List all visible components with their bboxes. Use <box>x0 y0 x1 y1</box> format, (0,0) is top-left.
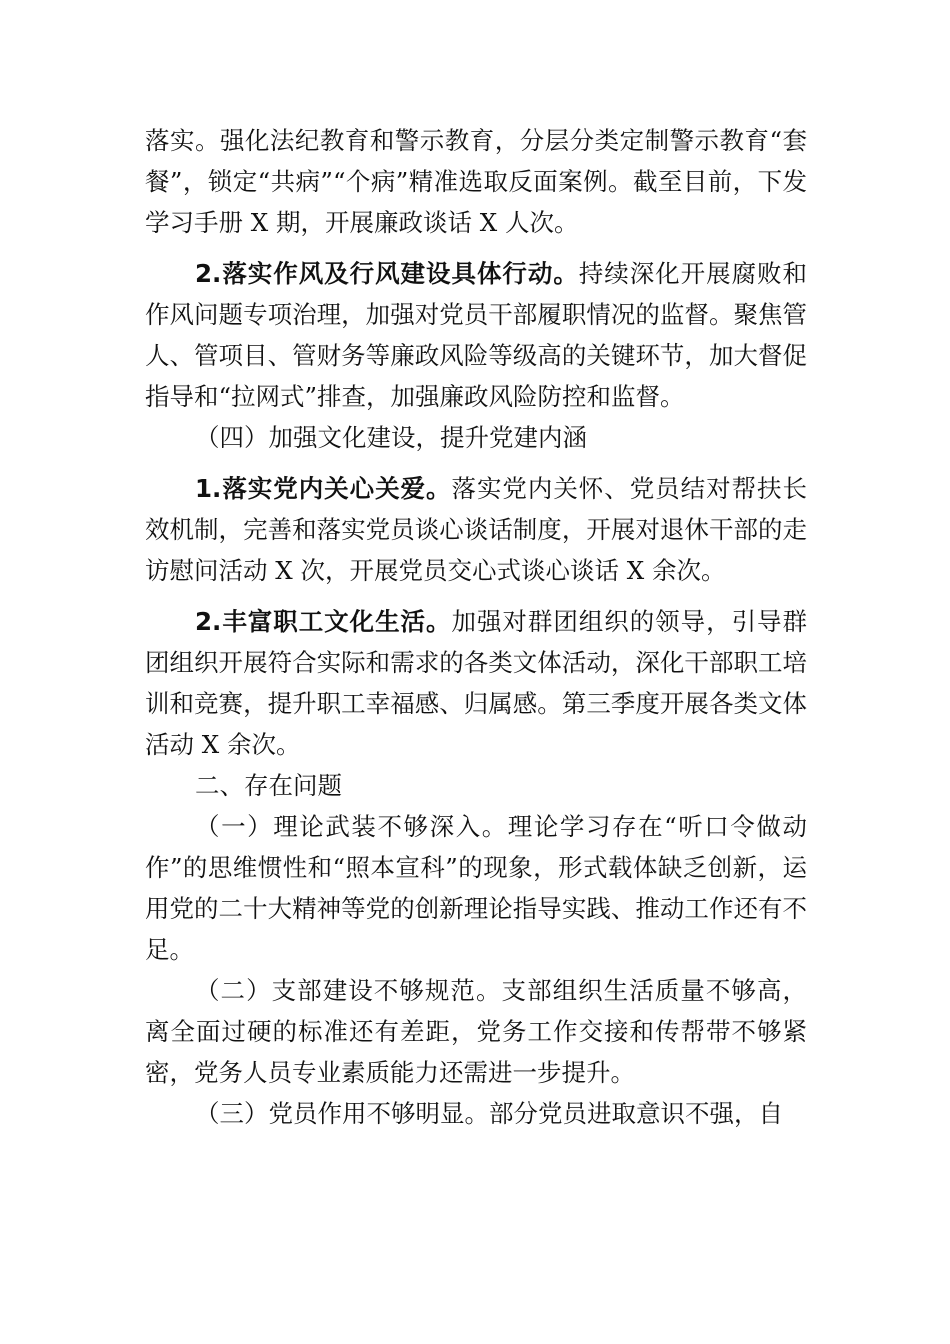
paragraph-text: （三）党员作用不够明显。部分党员进取意识不强，自 <box>195 1099 783 1128</box>
paragraph-text: 落实党内关怀、党员结对帮扶长效机制，完善和落实党员谈心谈话制度，开展对退休干部的走访慰问活动 X 次，开展党员交心式谈心谈话 X 余次。 <box>145 474 807 585</box>
document-body <box>145 120 807 1134</box>
paragraph-staff-culture <box>145 601 807 765</box>
paragraph-text: 加强对群团组织的领导，引导群团组织开展符合实际和需求的各类文体活动，深化干部职工培训和竞赛，提升职工幸福感、归属感。第三季度开展各类文体活动 X 余次。 <box>145 607 807 759</box>
paragraph-problem-theory <box>145 806 807 970</box>
paragraph-heading: 2.丰富职工文化生活。 <box>195 607 452 636</box>
paragraph-text: 落实。强化法纪教育和警示教育，分层分类定制警示教育“套餐”，锁定“共病”“个病”精准选取反面案例。截至目前，下发学习手册 X 期，开展廉政谈话 X 人次。 <box>145 126 807 237</box>
paragraph-heading: 1.落实党内关心关爱。 <box>195 474 452 503</box>
paragraph-problem-members <box>145 1093 807 1134</box>
paragraph-problem-branch <box>145 970 807 1093</box>
paragraph-text: 持续深化开展腐败和作风问题专项治理，加强对党员干部履职情况的监督。聚焦管人、管项目、管财务等廉政风险等级高的关键环节，加大督促指导和“拉网式”排查，加强廉政风险防控和监督。 <box>145 259 807 411</box>
paragraph-text: （一）理论武装不够深入。理论学习存在“听口令做动作”的思维惯性和“照本宣科”的现象，形式载体缺乏创新，运用党的二十大精神等党的创新理论指导实践、推动工作还有不足。 <box>145 812 807 964</box>
paragraph-warning-education <box>145 120 807 243</box>
section-heading-culture <box>145 417 807 458</box>
section-heading-text: 二、存在问题 <box>195 771 342 800</box>
paragraph-text: （二）支部建设不够规范。支部组织生活质量不够高，离全面过硬的标准还有差距，党务工作交接和传帮带不够紧密，党务人员专业素质能力还需进一步提升。 <box>145 976 807 1087</box>
section-heading-problems <box>145 765 807 806</box>
section-heading-text: （四）加强文化建设，提升党建内涵 <box>195 423 587 452</box>
paragraph-style-building <box>145 253 807 417</box>
paragraph-heading: 2.落实作风及行风建设具体行动。 <box>195 259 579 288</box>
paragraph-party-care <box>145 468 807 591</box>
